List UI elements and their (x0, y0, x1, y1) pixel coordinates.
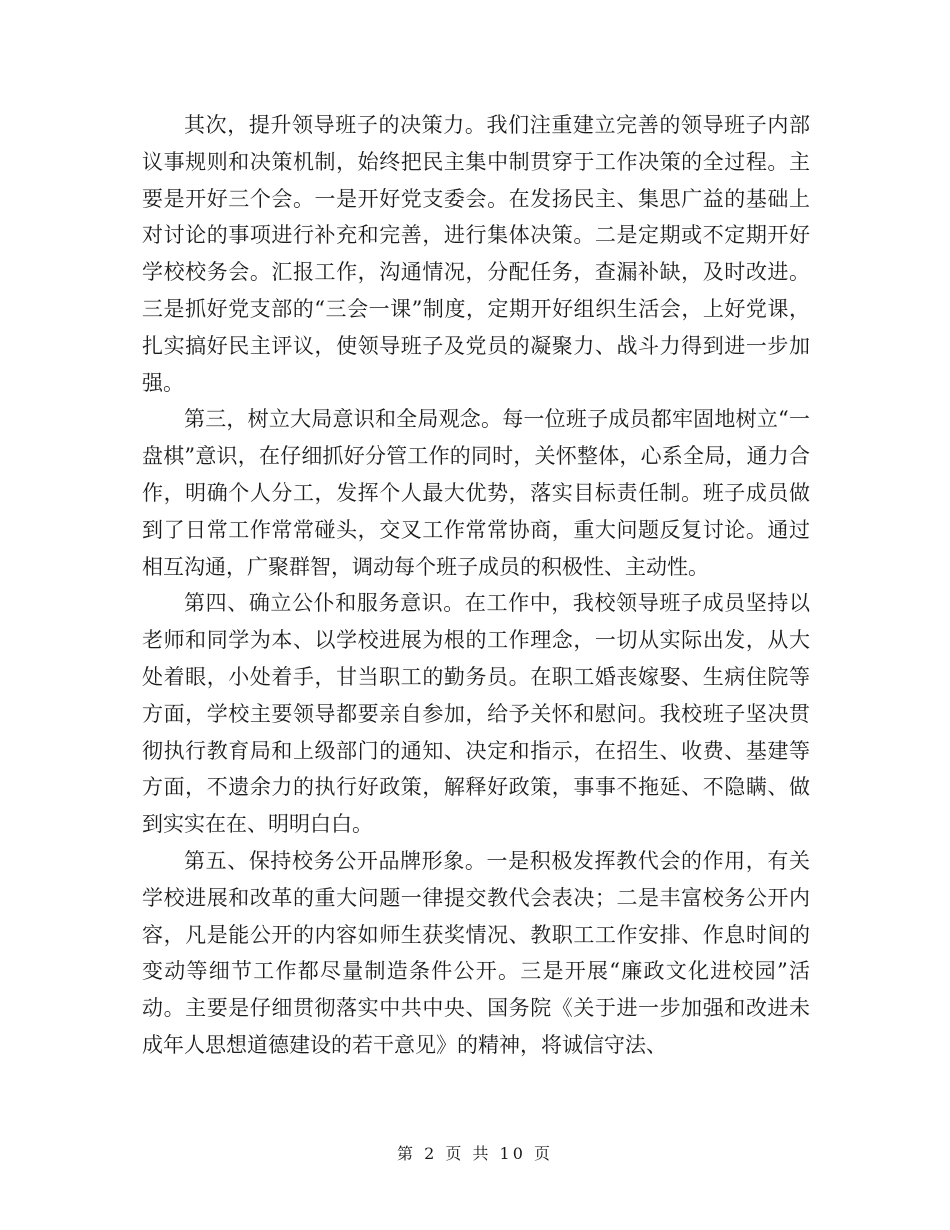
paragraph-overall-view: 第三，树立大局意识和全局观念。每一位班子成员都牢固地树立“一盘棋”意识，在仔细抓好分管工作的同时，关怀整体，心系全局，通力合作，明确个人分工，发挥个人最大优势，落实目标责任制。班子成员做到了日常工作常常碰头，交叉工作常常协商，重大问题反复讨论。通过相互沟通，广聚群智，调动每个班子成员的积极性、主动性。 (142, 407, 810, 579)
paragraph-service-awareness: 第四、确立公仆和服务意识。在工作中，我校领导班子成员坚持以老师和同学为本、以学校进展为根的工作理念，一切从实际出发，从大处着眼，小处着手，甘当职工的勤务员。在职工婚丧嫁娶、生病住院等方面，学校主要领导都要亲自参加，给予关怀和慰问。我校班子坚决贯彻执行教育局和上级部门的通知、决定和指示，在招生、收费、基建等方面，不遗余力的执行好政策，解释好政策，事事不拖延、不隐瞒、做到实实在在、明明白白。 (142, 591, 810, 837)
paragraph-school-affairs-openness: 第五、保持校务公开品牌形象。一是积极发挥教代会的作用，有关学校进展和改革的重大问题一律提交教代会表决；二是丰富校务公开内容，凡是能公开的内容如师生获奖情况、教职工工作安排、作息时间的变动等细节工作都尽量制造条件公开。三是开展“廉政文化进校园”活动。主要是仔细贯彻落实中共中央、国务院《关于进一步加强和改进未成年人思想道德建设的若干意见》的精神，将诚信守法、 (142, 848, 810, 1057)
paragraph-decision-making: 其次，提升领导班子的决策力。我们注重建立完善的领导班子内部议事规则和决策机制，始终把民主集中制贯穿于工作决策的全过程。主要是开好三个会。一是开好党支委会。在发扬民主、集思广益的基础上对讨论的事项进行补充和完善，进行集体决策。二是定期或不定期开好学校校务会。汇报工作，沟通情况，分配任务，查漏补缺，及时改进。三是抓好党支部的“三会一课”制度，定期开好组织生活会，上好党课，扎实搞好民主评议，使领导班子及党员的凝聚力、战斗力得到进一步加强。 (142, 113, 810, 395)
page-footer: 第 2 页 共 10 页 (397, 1144, 553, 1163)
document-body (142, 107, 810, 1064)
